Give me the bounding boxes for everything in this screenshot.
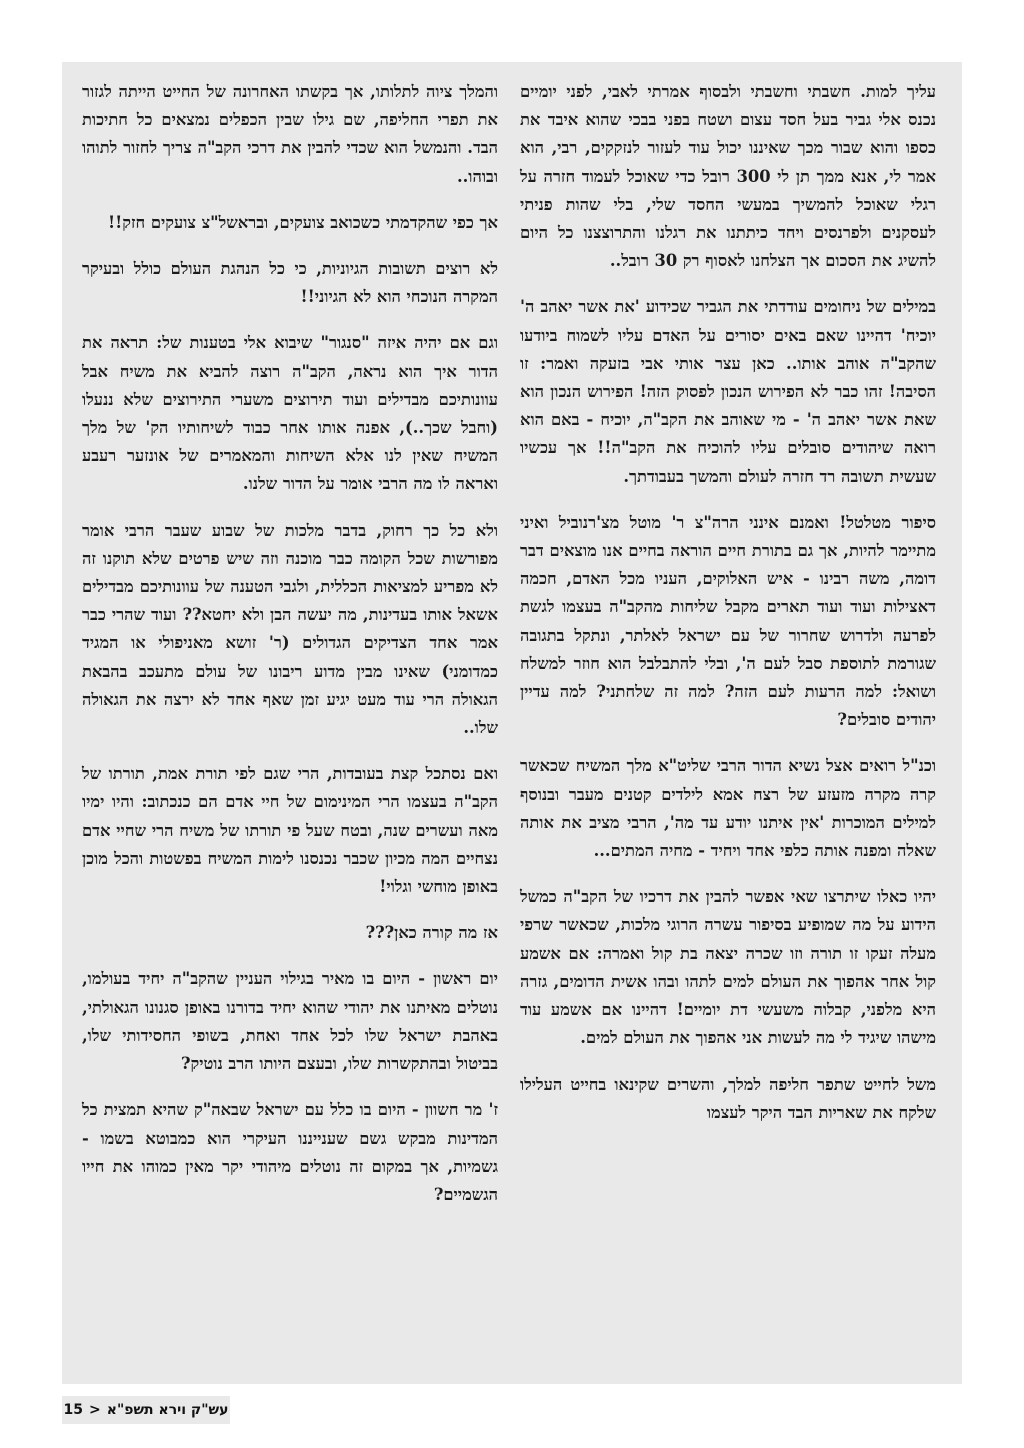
paragraph: אז מה קורה כאן??? [365,923,498,943]
paragraph: והמלך ציוה לתלותו, אך בקשתו האחרונה של החייט הייתה לגזור את תפרי החליפה, שם גילו שבין הכפלים נמצאים כל חתיכות הבד. והנמשל הוא שכדי להבין את דרכי הקב"ה צריך לחזור לתוהו ובוהו.. [82,82,498,186]
arrow-icon: > [89,1402,101,1418]
paragraph: לא רוצים תשובות הגיוניות, כי כל הנהגת העולם כולל ובעיקר המקרה הנוכחי הוא לא הגיוני!! [82,259,498,307]
paragraph: משל לחייט שתפר חליפה למלך, והשרים שקינאו בחייט העלילו שלקח את שאריות הבד היקר לעצמו [520,1074,936,1122]
paragraph-day-one [82,965,498,1078]
paragraph-lead: ז' מר חשוון [424,1100,498,1120]
paragraph-lead: יום ראשון [433,969,498,989]
paragraph: סיפור מטלטל! ואמנם אינני הרה"צ ר' מוטל מצ'רנוביל ואיני מתיימר להיות, אך גם בתורת חיים הוראה בחיים אנו מוצאים דבר דומה, משה רבינו - איש האלוקים, העניו מכל האדם, חכמה דאצילות ועוד ועוד תארים מקבל שליחות מהקב"ה בעצמו לגשת לפרעה ולדרוש שחרור של עם ישראל לאלתר, ונתקל בתגובה שגורמת לתוספת סבל לעם ה', ובלי להתבלבל הוא חוזר למשלח ושואל: למה הרעות לעם הזה? למה זה שלחתני? למה עדיין יהודים סובלים? [520,512,936,730]
paragraph-text: - היום בו כלל עם ישראל שבאה"ק שהיא תמצית כל המדינות מבקש גשם שענייננו העיקרי הוא כמבוטא בשמו - גשמיות, אך במקום זה נוטלים מיהודי יקר מאין כמוהו את חייו הגשמיים? [82,1100,498,1204]
paragraph-cheshvan [82,1096,498,1209]
right-column [520,78,936,1145]
paragraph: ואם נסתכל קצת בעובדות, הרי שגם לפי תורת אמת, תורתו של הקב"ה בעצמו הרי המינימום של חיי אדם הם כנכתוב: והיו ימיו מאה ועשרים שנה, ובטח שעל פי תורתו של משיח הרי שחיי אדם נצחיים המה מכיון שכבר נכנסנו לימות המשיח בפשטות והכל מוכן באופן מוחשי וגלוי! [82,764,498,897]
paragraph: יהיו כאלו שיתרצו שאי אפשר להבין את דרכיו של הקב"ה כמשל הידוע על מה שמופיע בסיפור עשרה הרוגי מלכות, שכאשר שרפי מעלה זעקו זו תורה וזו שכרה יצאה בת קול ואמרה: אם אשמע קול אחר אהפוך את העולם למים לתהו ובהו אשית הדומים, גזרה היא מלפני, קבלוה משעשי דת יומיים! דהיינו אם אשמע עוד מישהו שיגיד לי מה לעשות אני אהפוך את העולם למים. [520,887,936,1048]
page-number: 15 [63,1402,84,1418]
paragraph: אך כפי שהקדמתי כשכואב צועקים, ובראשל"צ צועקים חזק!! [108,212,498,232]
paragraph-text: - היום בו מאיר בגילוי העניין שהקב"ה יחיד בעולמו, נוטלים מאיתנו את יהודי שהוא יחיד בדורנו באופן סגנונו הגאולתי, באהבת ישראל שלו לכל אחד ואחת, בשופי החסידותי שלו, בביטול ובהתקשרות שלו, ובעצם היותו הרב נוטיק? [82,969,498,1074]
paragraph: במילים של ניחומים עודדתי את הגביר שכידוע 'את אשר יאהב ה' יוכיח' דהיינו שאם באים יסורים על האדם עליו לשמוח ביודעו שהקב"ה אוהב אותו.. כאן עצר אותי אבי בזעקה ואמר: זו הסיבה! זהו כבר לא הפירוש הנכון לפסוק הזה! הפירוש הנכון הוא שאת אשר יאהב ה' - מי שאוהב את הקב"ה, יוכיח - באם הוא רואה שיהודים סובלים עליו להוכיח את הקב"ה!! אך עכשיו שעשית תשובה רד חזרה לעולם והמשך בעבודתך. [520,297,936,486]
paragraph: עליך למות. חשבתי וחשבתי ולבסוף אמרתי לאבי, לפני יומיים נכנס אלי גביר בעל חסד עצום ושטח בפני בבכי שהוא איבד את כספו והוא שבור מכך שאיננו יכול עוד לעזור לנזקקים, רבי, הוא אמר לי, אנא ממך תן לי 300 רובל כדי שאוכל לעמוד חזרה על רגלי שאוכל להמשיך במעשי החסד שלי, בלי שהות פניתי לעסקנים ולפרנסים ויחד כיתתנו את רגלנו והתרוצצנו כל היום להשיג את הסכום אך הצלחנו לאסוף רק 30 רובל.. [520,82,936,271]
paragraph: וגם אם יהיה איזה "סנגור" שיבוא אלי בטענות של: תראה את הדור איך הוא נראה, הקב"ה רוצה להביא את משיח אבל עוונותיכם מבדילים ועוד תירוצים משערי התירוצים שלא ננעלו (וחבל שכך..), אפנה אותו אחר כבוד לשיחותיו הק' של מלך המשיח שאין לנו אלא השיחות והמאמרים של אונזער רעבע ואראה לו מה הרבי אומר על הדור שלנו. [82,333,498,494]
page-footer [62,1396,230,1424]
paragraph: וכנ"ל רואים אצל נשיא הדור הרבי שליט"א מלך המשיח שכאשר קרה מקרה מזעזע של רצח אמא לילדים קטנים מעבר ובנוסף למילים המוכרות 'אין איתנו יודע עד מה', הרבי מציב את אותה שאלה ומפנה אותה כלפי אחד ויחיד - מחיה המתים... [520,756,936,861]
left-column [82,78,498,1227]
paragraph: ולא כל כך רחוק, בדבר מלכות של שבוע שעבר הרבי אומר מפורשות שכל הקומה כבר מוכנה וזה שיש פרטים שלא תוקנו זה לא מפריע למציאות הכללית, ולגבי הטענה של עוונותיכם מבדילים אשאל אותו בעדינות, מה יעשה הבן ולא יחטא?? ועוד שהרי כבר אמר אחד הצדיקים הגדולים (ר' זושא מאניפולי או המגיד כמדומני) שאינו מבין מדוע ריבונו של עולם מתעכב בהבאת הגאולה הרי עוד מעט יגיע זמן שאף אחד לא ירצה את הגאולה שלו.. [82,520,498,738]
publication-name: עש"ק וירא תשפ"א [106,1402,229,1418]
